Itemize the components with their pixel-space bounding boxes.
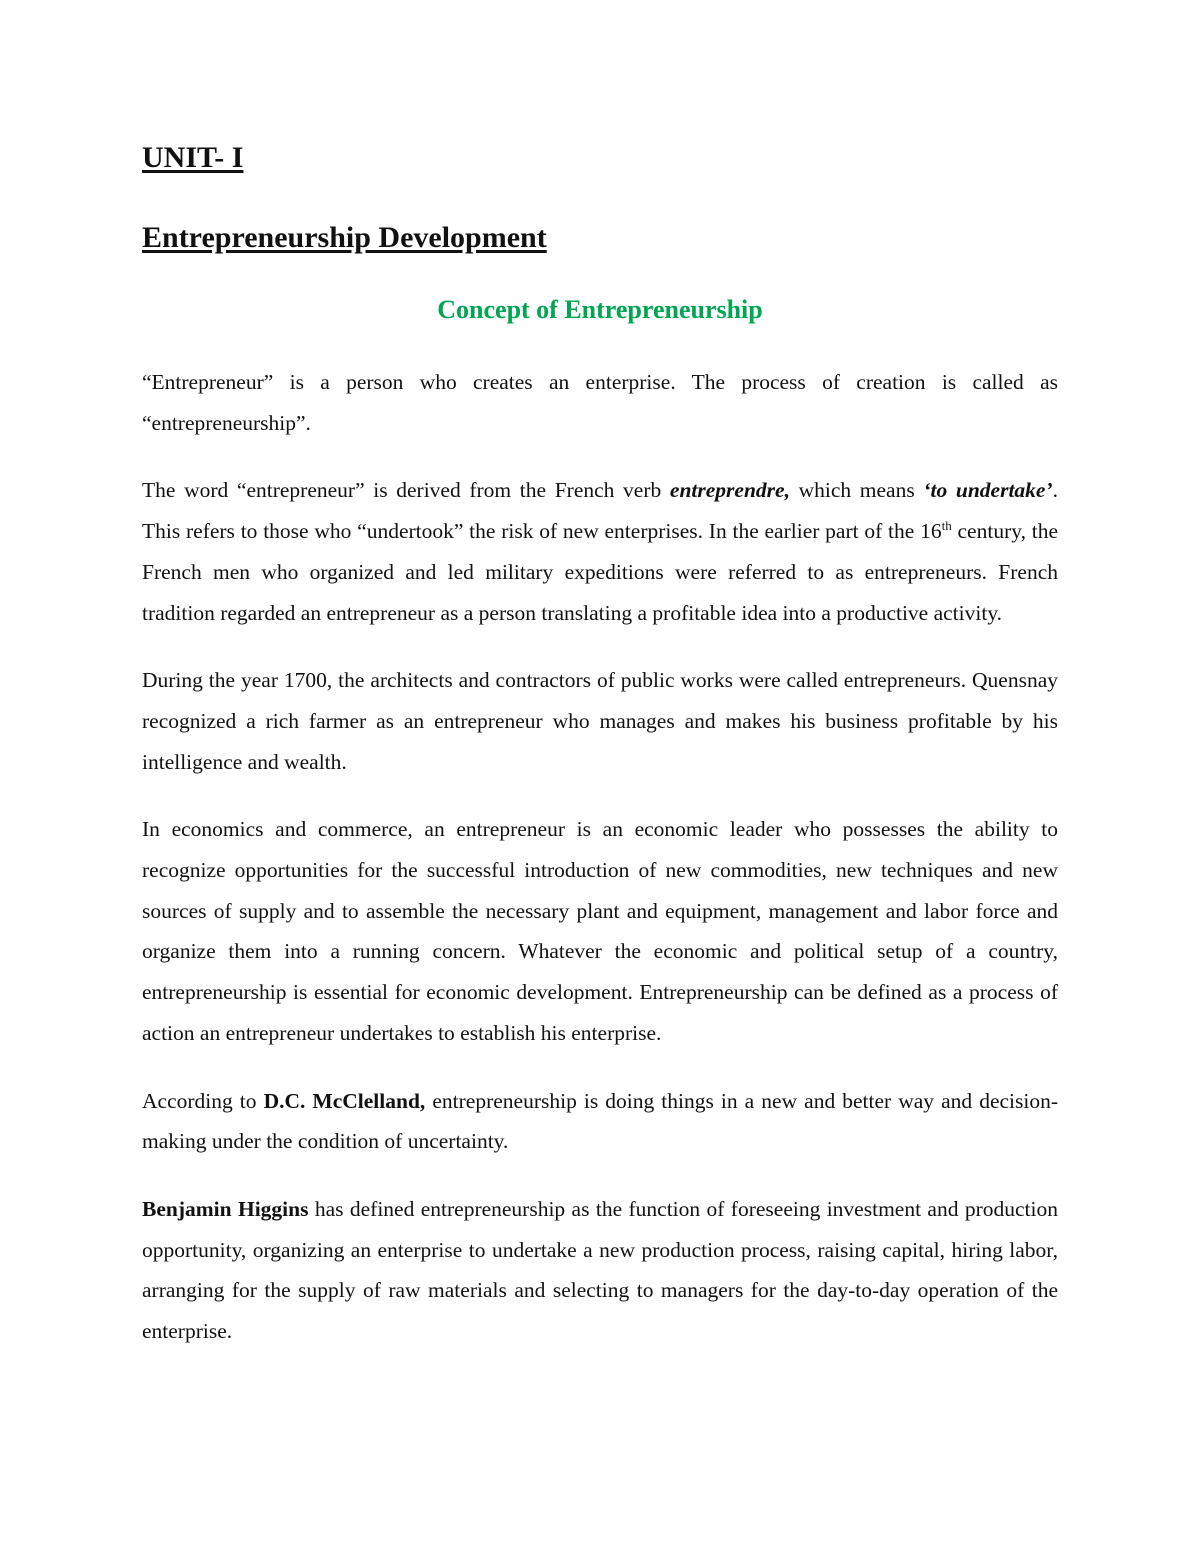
author-name: Benjamin Higgins xyxy=(142,1196,309,1221)
text-run: century, the French men who organized and led military expeditions were referred to as entrepreneurs. French tradition regarded an entrepreneur as a person translating a profitable idea into a productive activity. xyxy=(142,519,1058,625)
section-heading: Concept of Entrepreneurship xyxy=(437,295,763,324)
emphasis-meaning: ‘to undertake’ xyxy=(923,478,1053,503)
text-run: entrepreneurship is doing things in a new and better way and decision-making under the condition of uncertainty. xyxy=(142,1088,1059,1154)
text-run: has defined entrepreneurship as the function of foreseeing investment and production opportunity, organizing an enterprise to undertake a new production process, raising capital, hiring labor, arranging for the supply of raw materials and selecting to managers for the day-to-day operation of the enterprise. xyxy=(142,1196,1058,1344)
paragraph-mcclelland xyxy=(142,1081,1058,1162)
document-content xyxy=(142,138,1058,1379)
document-title: Entrepreneurship Development xyxy=(142,221,547,254)
paragraph-history: During the year 1700, the architects and contractors of public works were called entrepreneurs. Quensnay recognized a rich farmer as an entrepreneur who manages and makes his business profitable by his intelligence and wealth. xyxy=(142,668,1058,774)
emphasis-term: entreprendre, xyxy=(669,478,790,503)
text-run: According to xyxy=(142,1088,264,1113)
paragraph-economics: In economics and commerce, an entrepreneur is an economic leader who possesses the ability to recognize opportunities for the successful introduction of new commodities, new techniques and new sources of supply and to assemble the necessary plant and equipment, management and labor force and organize them into a running concern. Whatever the economic and political setup of a country, entrepreneurship is essential for economic development. Entrepreneurship can be defined as a process of action an entrepreneur undertakes to establish his enterprise. xyxy=(142,817,1058,1045)
text-run: . This refers to those who “undertook” the risk of new enterprises. In the earlier part of the 16 xyxy=(142,478,1059,544)
paragraph-etymology xyxy=(142,470,1058,633)
ordinal-superscript: th xyxy=(941,517,952,533)
paragraph-higgins xyxy=(142,1189,1058,1352)
paragraph-definition: “Entrepreneur” is a person who creates an enterprise. The process of creation is called as “entrepreneurship”. xyxy=(142,370,1058,435)
author-name: D.C. McClelland, xyxy=(263,1088,426,1113)
text-run: The word “entrepreneur” is derived from the French verb xyxy=(142,478,670,503)
text-run: which means xyxy=(789,478,924,503)
unit-title: UNIT- I xyxy=(142,141,244,174)
